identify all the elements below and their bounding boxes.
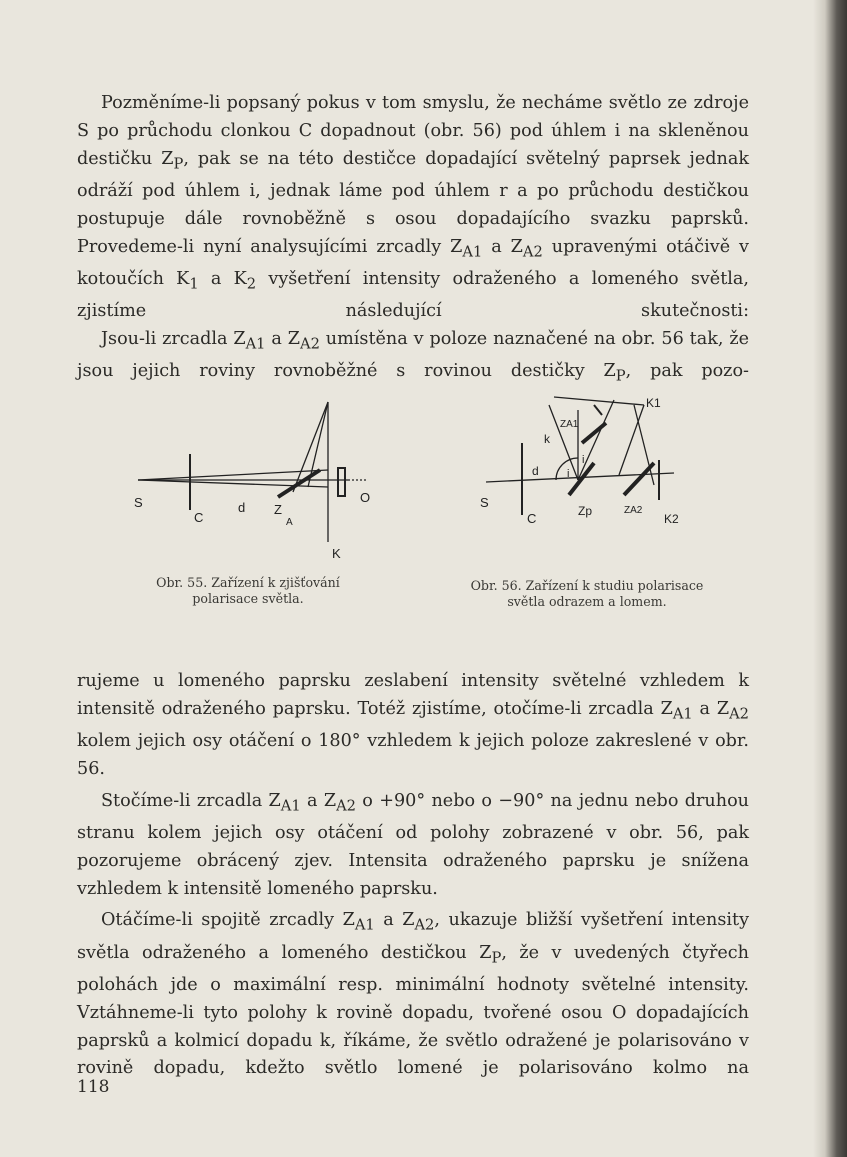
figure-55-diagram	[128, 392, 388, 562]
paragraph-continued: rujeme u lomeného paprsku zeslabení intensity světelné vzhledem k intensitě odraženého paprsku. Totéž zjistíme, otočíme-li zrcadla $Z_{A1}$ a $Z_{A2}$ kolem jejich osy otáčení o 180° vzhledem k jejich poloze zakreslené v obr. 56.	[77, 671, 749, 779]
figure-55-caption: Obr. 55. Zařízení k zjišťování polarisace světla.	[156, 575, 340, 606]
fig56-label-i2: i	[582, 454, 585, 466]
fig55-label-c: C	[194, 510, 204, 525]
fig56-label-k-small: k	[544, 432, 550, 446]
fig55-label-d: d	[238, 500, 246, 515]
fig55-label-k: K	[332, 546, 341, 561]
fig56-label-i: i	[567, 468, 570, 480]
figure-56-diagram	[474, 385, 704, 540]
page-binding-edge	[813, 0, 847, 1157]
fig56-label-zp: Zp	[578, 504, 593, 518]
paragraph-mirror-position: Jsou-li zrcadla $Z_{A1}$ a $Z_{A2}$ umístěna v poloze naznačené na obr. 56 tak, že jsou jejich roviny rovnoběžné s rovinou destičky $Z_P$, pak pozo-	[77, 328, 750, 385]
fig56-label-k1: K1	[646, 396, 661, 410]
figure-56-caption: Obr. 56. Zařízení k studiu polarisace světla odrazem a lomem.	[470, 578, 704, 609]
text-block-bottom	[77, 668, 749, 1083]
text-block-top	[77, 90, 749, 391]
fig55-label-s: S	[134, 495, 143, 510]
fig55-label-z: Z	[274, 502, 282, 517]
fig56-label-k2: K2	[664, 512, 679, 526]
paragraph-rotation-90: Stočíme-li zrcadla $Z_{A1}$ a $Z_{A2}$ o +90° nebo o −90° na jednu nebo druhou stranu kolem jejich osy otáčení od polohy zobrazené v obr. 56, pak pozorujeme obrácený zjev. Intensita odraženého paprsku je snížena vzhledem k intensitě lomeného paprsku.	[77, 790, 749, 899]
fig55-label-o: O	[360, 490, 371, 505]
page-number: 118	[77, 1077, 110, 1097]
fig55-label-a: A	[286, 517, 293, 528]
fig56-label-c: C	[527, 511, 537, 526]
fig56-label-d: d	[532, 464, 539, 478]
fig56-label-za2: ZA2	[624, 505, 643, 516]
paragraph-continuous-rotation: Otáčíme-li spojitě zrcadly $Z_{A1}$ a $Z_{A2}$, ukazuje bližší vyšetření intensity světla odraženého a lomeného destičkou $Z_P$, že v uvedených čtyřech polohách jde o maximální resp. minimální hodnoty světelné intensity. Vztáhneme-li tyto polohy k rovině dopadu, tvořené osou O dopadajících paprsků a kolmicí dopadu k, říkáme, že světlo odražené je polarisováno v rovině dopadu, kdežto světlo lomené je polarisováno kolmo na	[77, 910, 750, 1079]
paragraph-intro: Pozměníme-li popsaný pokus v tom smyslu, že necháme světlo ze zdroje S po průchodu clonkou C dopadnout (obr. 56) pod úhlem i na skleněnou destičku $Z_P$, pak se na této destičce dopadající světelný paprsek jednak odráží pod úhlem i, jednak láme pod úhlem r a po průchodu destičkou postupuje dále rovnoběžně s osou dopadajícího svazku paprsků. Provedeme-li nyní analysujícími zrcadly $Z_{A1}$ a $Z_{A2}$ upravenými otáčivě v kotoučích $K_1$ a $K_2$ vyšetření intensity odraženého a lomeného světla, zjistíme následující skutečnosti:	[77, 93, 749, 322]
fig56-label-s: S	[480, 495, 489, 510]
fig56-label-za1: ZA1	[560, 419, 579, 430]
